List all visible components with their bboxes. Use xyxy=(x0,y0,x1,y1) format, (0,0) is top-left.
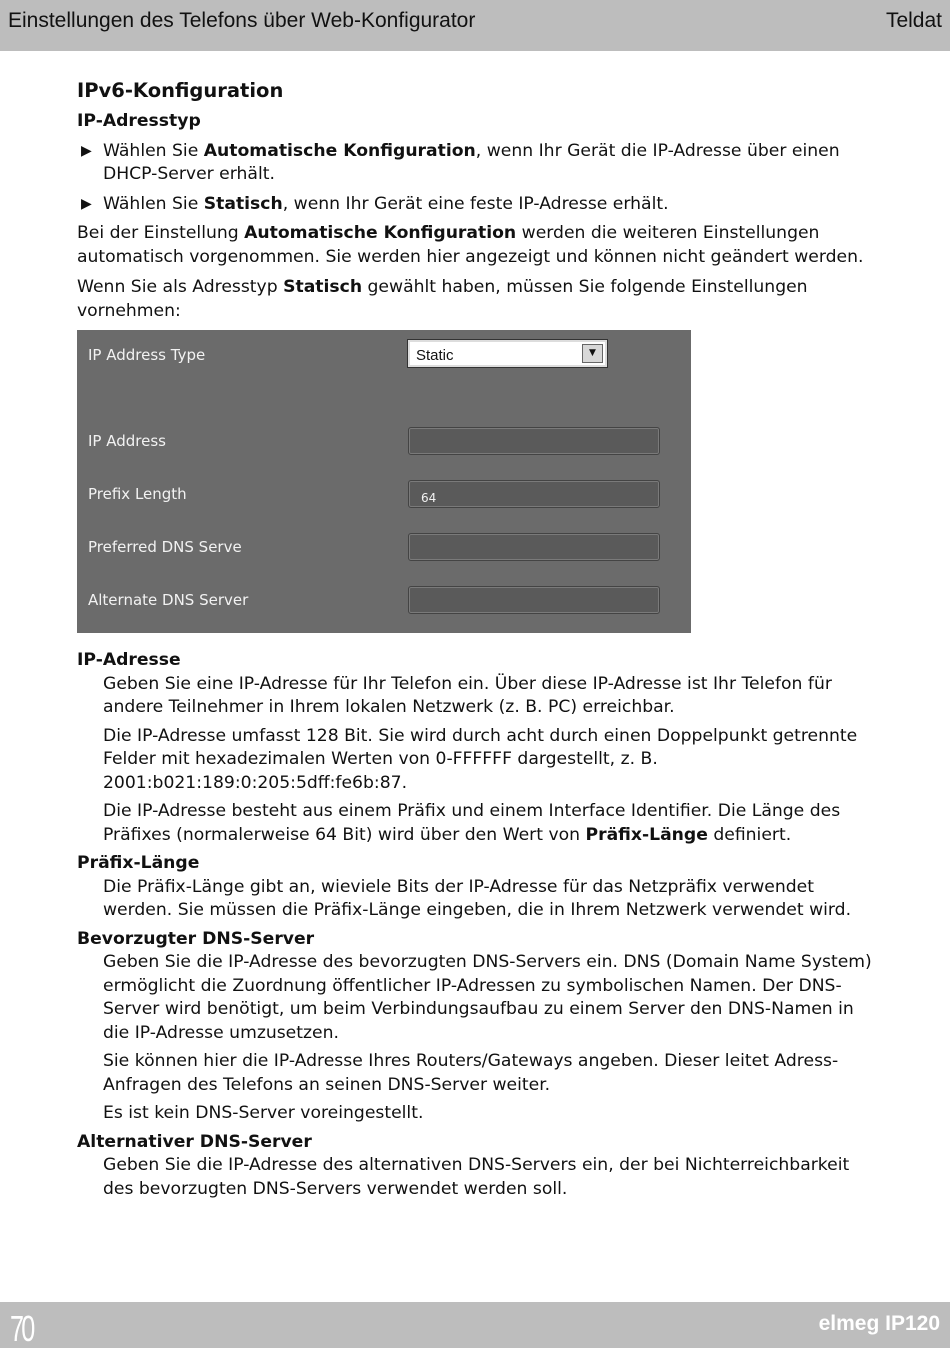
desc-paragraph: Geben Sie die IP-Adresse des alternativen DNS-Servers ein, der bei Nichterreichbarkeit des bevorzugten DNS-Servers verwendet werden soll. xyxy=(103,1155,850,1199)
desc-paragraph: Sie können hier die IP-Adresse Ihres Routers/Gateways angeben. Dieser leitet Adress-Anfragen des Telefons an seinen DNS-Server weiter. xyxy=(103,1051,839,1095)
arrow-right-icon: ▶ xyxy=(81,142,92,159)
desc-paragraph: Die IP-Adresse besteht aus einem Präfix und einem Interface Identifier. Die Länge des Präfixes (normalerweise 64 Bit) wird über den Wert von Präfix-Länge definiert. xyxy=(103,801,841,845)
subheading: IP-Adresstyp xyxy=(77,111,201,131)
ip-address-input[interactable] xyxy=(408,427,660,455)
header-title: Einstellungen des Telefons über Web-Konfigurator xyxy=(8,9,476,32)
term-bevorzugter-dns: Bevorzugter DNS-Server xyxy=(77,928,315,949)
ip-address-label: IP Address xyxy=(88,432,166,450)
page-number: 70 xyxy=(10,1308,33,1349)
arrow-right-icon: ▶ xyxy=(81,195,92,212)
bullet-item: ▶ Wählen Sie Automatische Konfiguration, wenn Ihr Gerät die IP-Adresse über einen DHCP-Server erhält. xyxy=(81,140,840,184)
preferred-dns-label: Preferred DNS Serve xyxy=(88,538,242,556)
chevron-down-icon[interactable]: ▼ xyxy=(582,344,603,363)
prefix-length-label: Prefix Length xyxy=(88,485,187,503)
paragraph: Wenn Sie als Adresstyp Statisch gewählt haben, müssen Sie folgende Einstellungen vornehmen: xyxy=(77,277,808,321)
preferred-dns-input[interactable] xyxy=(408,533,660,561)
page-content xyxy=(77,78,877,1206)
ip-address-type-label: IP Address Type xyxy=(88,346,206,364)
config-screenshot xyxy=(77,330,691,633)
desc-paragraph: Die Präfix-Länge gibt an, wieviele Bits der IP-Adresse für das Netzpräfix verwendet werden. Sie müssen die Präfix-Länge eingeben, die in Ihrem Netzwerk verwendet wird. xyxy=(103,876,852,920)
ip-address-type-value: Static xyxy=(416,347,454,364)
header-brand: Teldat xyxy=(885,9,942,32)
alternate-dns-input[interactable] xyxy=(408,586,660,614)
alternate-dns-label: Alternate DNS Server xyxy=(88,591,249,609)
ip-address-type-select[interactable] xyxy=(408,340,607,367)
section-heading: IPv6-Konfiguration xyxy=(77,79,284,102)
page-header xyxy=(0,0,950,51)
desc-paragraph: Geben Sie die IP-Adresse des bevorzugten DNS-Servers ein. DNS (Domain Name System) ermöglicht die Zuordnung öffentlicher IP-Adressen zu symbolischen Namen. Der DNS-Server wird benötigt, um beim Verbindungsaufbau zu einem Server den DNS-Namen in die IP-Adresse umzusetzen. xyxy=(103,952,872,1043)
paragraph: Bei der Einstellung Automatische Konfiguration werden die weiteren Einstellungen automatisch vorgenommen. Sie werden hier angezeigt und können nicht geändert werden. xyxy=(77,223,864,267)
desc-paragraph: Die IP-Adresse umfasst 128 Bit. Sie wird durch acht durch einen Doppelpunkt getrennte Felder mit hexadezimalen Werten von 0-FFFFFF dargestellt, z. B. 2001:b021:189:0:205:5dff:fe6b:87. xyxy=(103,725,858,793)
desc-paragraph: Es ist kein DNS-Server voreingestellt. xyxy=(103,1103,424,1123)
prefix-length-input[interactable]: 64 xyxy=(408,480,660,508)
term-praefix-laenge: Präfix-Länge xyxy=(77,853,200,873)
term-ip-adresse: IP-Adresse xyxy=(77,650,181,670)
term-alternativer-dns: Alternativer DNS-Server xyxy=(77,1131,312,1152)
page-footer xyxy=(0,1302,950,1348)
desc-paragraph: Geben Sie eine IP-Adresse für Ihr Telefon ein. Über diese IP-Adresse ist Ihr Telefon für andere Teilnehmer in Ihrem lokalen Netzwerk (z. B. PC) erreichbar. xyxy=(103,673,832,717)
product-model: elmeg IP120 xyxy=(818,1312,940,1335)
bullet-item: ▶ Wählen Sie Statisch, wenn Ihr Gerät eine feste IP-Adresse erhält. xyxy=(77,193,877,217)
